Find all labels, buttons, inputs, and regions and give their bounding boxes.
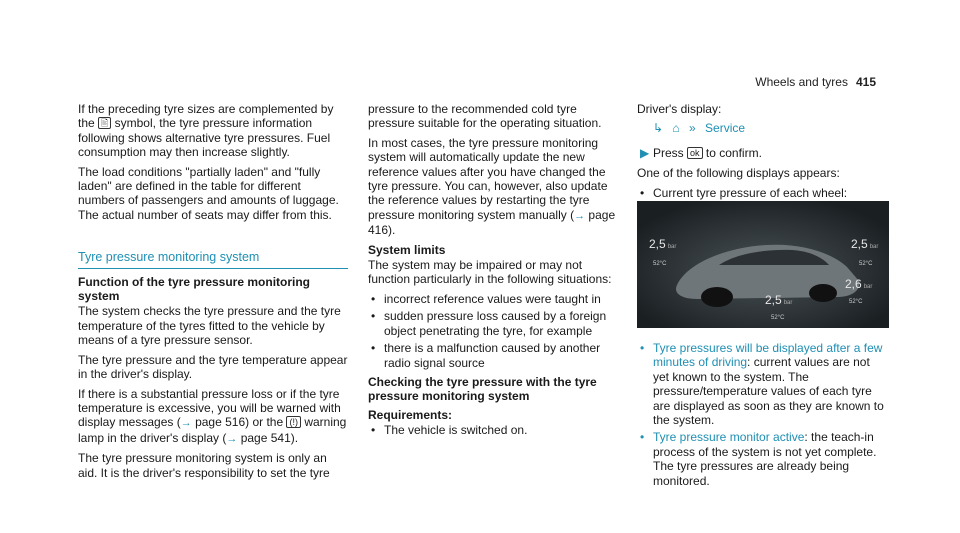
list-item: • The vehicle is switched on. [371, 423, 528, 438]
list-item: • Tyre pressures will be displayed after a few minutes of driving: current values are not yet known to the system. The pressure/temperature values of each tyre are displayed as soon as they are known to the system. [640, 341, 884, 428]
paragraph: The system checks the tyre pressure and the tyre temperature of the tyres fitted to the vehicle by means of a tyre pressure sensor. [78, 304, 341, 348]
paragraph: The system may be impaired or may not function particularly in the following situations: [368, 258, 612, 287]
page-ref[interactable]: page 541 [240, 430, 291, 445]
list-item: • there is a malfunction caused by another radio signal source [371, 341, 601, 370]
temp-rear-left: 52°C [771, 315, 785, 321]
bullet-icon: • [640, 430, 645, 445]
column-right [637, 102, 889, 205]
column-left [78, 102, 348, 485]
paragraph: One of the following displays appears: [637, 166, 840, 181]
paragraph: Driver's display: [637, 102, 722, 116]
page-ref[interactable]: page 416 [368, 207, 616, 238]
temp-front-left: 52°C [653, 261, 667, 267]
paragraph: The tyre pressure monitoring system is only an aid. It is the driver's responsibility to set the tyre [78, 451, 330, 480]
list-item: • Current tyre pressure of each wheel: [640, 185, 848, 200]
tyre-front-right: 2,5 bar [851, 237, 879, 251]
home-icon: ⌂ [672, 121, 680, 136]
column-right-lower [637, 341, 889, 493]
subheading: System limits [368, 242, 446, 257]
paragraph: The tyre pressure and the tyre temperature appear in the driver's display. [78, 352, 348, 382]
paragraph: In most cases, the tyre pressure monitoring system will automatically update the new reference values after you have changed the tyre pressure. You can, however, also update the reference values by restarting the tyre pressure monitoring system manually (→ page 416). [368, 135, 616, 238]
subheading: Function of the tyre pressure monitoring system [78, 274, 311, 304]
bullet-icon: • [371, 423, 376, 438]
paragraph: If the preceding tyre sizes are complemented by the 🖹 symbol, the tyre pressure information following shows alternative tyre pressures. Fuel consumption may then increase slightly. [78, 102, 334, 160]
tyre-rear-right: 2,6 bar [845, 277, 873, 291]
requirements-heading: Requirements: [368, 407, 453, 422]
chapter-title: Wheels and tyres [755, 75, 848, 89]
page-ref-arrow-icon: → [574, 209, 586, 222]
page-ref-arrow-icon: → [180, 417, 192, 430]
paragraph: If there is a substantial pressure loss or if the tyre temperature is excessive, you will be warned with display messages (→ page 516) or the (!) warning lamp in the driver's display (→ page 541). [78, 386, 347, 445]
tyre-rear-left: 2,5 bar [765, 293, 793, 307]
limits-list [368, 292, 620, 370]
menu-arrow-icon: ↳ [653, 121, 664, 136]
menu-path [637, 121, 889, 135]
tyre-front-left: 2,5 bar [649, 237, 677, 251]
bullet-icon: • [640, 341, 645, 355]
tyre-warning-icon: (!) [286, 416, 301, 428]
step-arrow-icon: ▶ [640, 145, 650, 160]
page-header [755, 75, 876, 89]
ok-key-icon: ok [687, 147, 703, 159]
page-number: 415 [855, 75, 876, 89]
column-middle [368, 102, 620, 443]
page-ref-arrow-icon: → [226, 432, 238, 445]
status-list [637, 341, 889, 488]
tyre-pressure-display-image [637, 201, 889, 328]
temp-front-right: 52°C [859, 261, 873, 267]
chevron-right-icon: » [689, 121, 696, 136]
list-item: • incorrect reference values were taught in [371, 291, 601, 306]
subheading: Checking the tyre pressure with the tyre pressure monitoring system [368, 374, 597, 404]
bullet-icon: • [371, 309, 376, 324]
tyre-info-icon: 🖹 [98, 117, 111, 129]
paragraph: pressure to the recommended cold tyre pressure suitable for the operating situation. [368, 102, 602, 131]
page-ref[interactable]: page 516 [195, 415, 246, 430]
requirements-list [368, 423, 620, 437]
display-options-list [637, 186, 889, 200]
list-item: • sudden pressure loss caused by a foreign object penetrating the tyre, for example [371, 309, 607, 338]
section-title: Tyre pressure monitoring system [78, 250, 348, 268]
bullet-icon: • [371, 341, 376, 356]
list-item: • Tyre pressure monitor active: the teach-in process of the system is not yet complete. The tyre pressures are already being monitored. [640, 430, 877, 488]
paragraph: The load conditions "partially laden" and "fully laden" are defined in the table for different numbers of passengers and amounts of luggage. The actual number of seats may differ from this. [78, 164, 339, 222]
bullet-icon: • [640, 185, 645, 200]
instruction-step: ▶ Press ok to confirm. [640, 145, 762, 160]
service-menu-item: Service [705, 121, 746, 136]
temp-rear-right: 52°C [849, 299, 863, 305]
bullet-icon: • [371, 291, 376, 306]
